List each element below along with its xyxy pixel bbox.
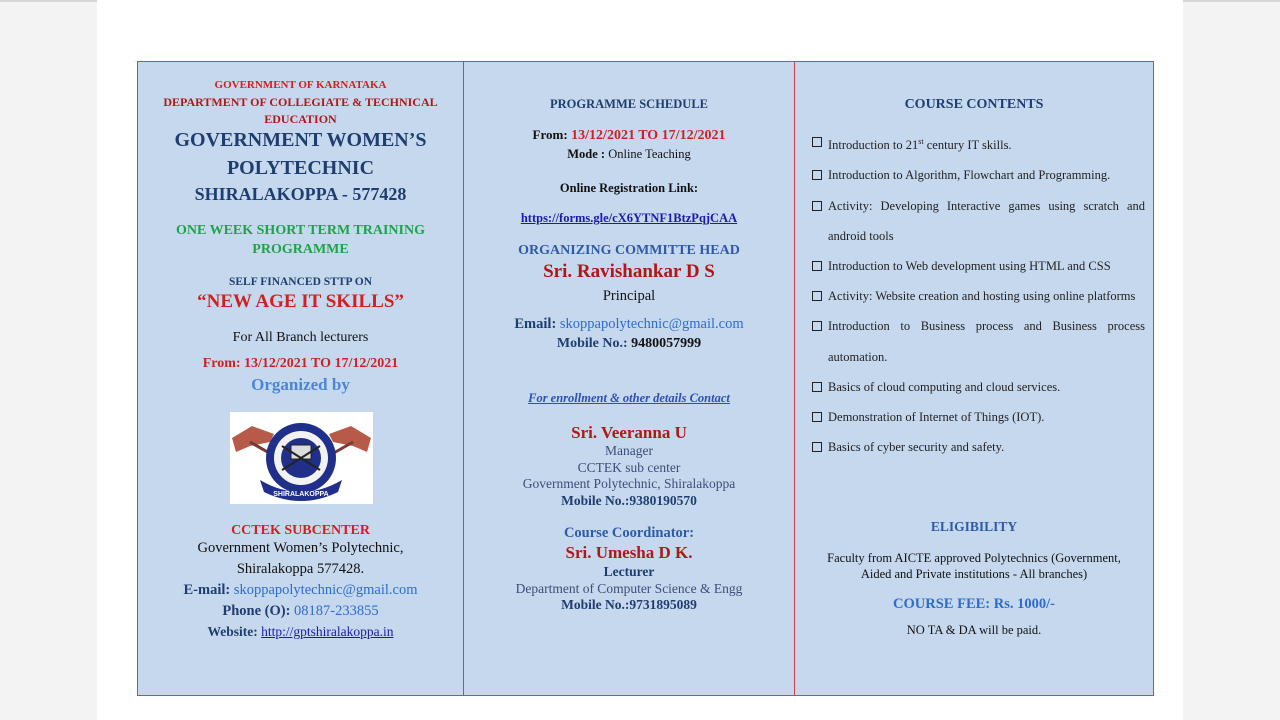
item-text: Introduction to Algorithm, Flowchart and Programming. [828,168,1111,183]
program-title: “NEW AGE IT SKILLS” [197,291,404,312]
list-item [812,127,1145,160]
address-line2: Shiralakoppa 577428. [236,561,365,577]
mode-row [464,147,794,162]
panel-course [795,62,1153,695]
head-email[interactable]: skoppapolytechnic@gmail.com [559,316,744,332]
item-text: Basics of cloud computing and cloud services. [828,379,1061,394]
sttp-label: SELF FINANCED STTP ON [228,276,373,288]
head-mobile-row [464,336,794,352]
checkbox-icon [812,321,822,331]
gov-heading: GOVERNMENT OF KARNATAKA [214,79,387,91]
email-row [138,582,463,599]
course-contents-list [812,127,1145,462]
college-name-line2: POLYTECHNIC [226,157,375,179]
list-item [812,281,1145,311]
head-email-label: Email: [514,316,557,332]
website-label: Website: [207,624,258,639]
item-text: Activity: Developing Interactive games using scratch and android tools [828,198,1145,243]
head-name: Sri. Ravishankar D S [543,261,715,282]
ta-da-note: NO TA & DA will be paid. [906,623,1042,637]
phone-label: Phone (O): [222,603,291,619]
head-mobile-label: Mobile No.: [556,336,628,351]
website-link[interactable]: http://gptshiralakoppa.in [261,624,394,639]
contact-college: Government Polytechnic, Shiralakoppa [522,476,736,491]
contact-mobile: Mobile No.:9380190570 [561,493,697,508]
head-role: Principal [602,288,656,304]
program-dates: From: 13/12/2021 TO 17/12/2021 [202,356,399,371]
list-item [812,251,1145,281]
website-row [138,624,463,640]
checkbox-icon [812,137,822,147]
item-text: Basics of cyber security and safety. [828,440,1005,455]
contact-role: Manager [605,443,653,458]
college-location: SHIRALAKOPPA - 577428 [194,184,407,204]
eligibility-line2: Aided and Private institutions - All branches) [860,567,1088,581]
list-item [812,372,1145,402]
list-item [812,191,1145,251]
college-name-line1: GOVERNMENT WOMEN’S [174,129,427,151]
checkbox-icon [812,201,822,211]
from-label: From: [532,127,568,142]
panel-college-info [138,62,464,695]
mode-value: Online Teaching [608,147,691,161]
coordinator-name: Sri. Umesha D K. [565,543,693,562]
checkbox-icon [812,442,822,452]
item-text: Introduction to 21st century IT skills. [828,137,1012,153]
checkbox-icon [812,382,822,392]
email-label: E-mail: [183,582,231,598]
dept-line1: DEPARTMENT OF COLLEGIATE & TECHNICAL [163,95,438,109]
subcenter-heading: CCTEK SUBCENTER [231,523,370,538]
registration-label: Online Registration Link: [559,181,699,195]
head-email-row [464,316,794,333]
mode-label: Mode : [567,147,606,161]
program-line2: PROGRAMME [252,242,349,257]
dept-line2: EDUCATION [264,112,337,126]
phone-row [138,603,463,620]
panel-schedule [464,62,795,695]
contact-org: CCTEK sub center [577,460,681,475]
contact-name: Sri. Veeranna U [571,423,687,442]
schedule-heading: PROGRAMME SCHEDULE [550,97,708,111]
list-item [812,402,1145,432]
list-item [812,160,1145,190]
eligibility-heading: ELIGIBILITY [930,519,1018,534]
college-logo [230,412,373,504]
contact-heading[interactable]: For enrollment & other details Contact [528,391,730,405]
item-text: Introduction to Web development using HTML and CSS [828,258,1111,273]
coordinator-dept: Department of Computer Science & Engg [515,581,743,596]
item-text: Activity: Website creation and hosting using online platforms [828,289,1136,304]
checkbox-icon [812,261,822,271]
committee-heading: ORGANIZING COMMITTE HEAD [518,243,740,258]
list-item [812,311,1145,371]
head-mobile: 9480057999 [631,336,702,351]
list-item [812,432,1145,462]
checkbox-icon [812,412,822,422]
audience: For All Branch lecturers [232,330,369,345]
checkbox-icon [812,170,822,180]
address-line1: Government Women’s Polytechnic, [197,540,404,556]
organized-by: Organized by [251,375,350,394]
item-text: Demonstration of Internet of Things (IOT). [828,409,1045,424]
item-text: Introduction to Business process and Business process automation. [828,319,1145,364]
schedule-dates [464,127,794,144]
checkbox-icon [812,291,822,301]
registration-link[interactable]: https://forms.gle/cX6YTNF1BtzPqjCAA [520,211,738,225]
email-value[interactable]: skoppapolytechnic@gmail.com [233,582,418,598]
eligibility-line1: Faculty from AICTE approved Polytechnics (Government, [827,551,1121,565]
contents-heading: COURSE CONTENTS [904,97,1044,112]
logo-text: SHIRALAKOPPA [273,491,329,498]
coordinator-mobile: Mobile No.:9731895089 [561,597,697,612]
program-line1: ONE WEEK SHORT TERM TRAINING [176,223,425,238]
coordinator-heading: Course Coordinator: [563,525,695,541]
phone-value: 08187-233855 [294,603,379,619]
from-value: 13/12/2021 TO 17/12/2021 [571,128,726,143]
course-fee: COURSE FEE: Rs. 1000/- [893,596,1055,612]
brochure [137,61,1154,696]
coordinator-role: Lecturer [603,564,655,579]
